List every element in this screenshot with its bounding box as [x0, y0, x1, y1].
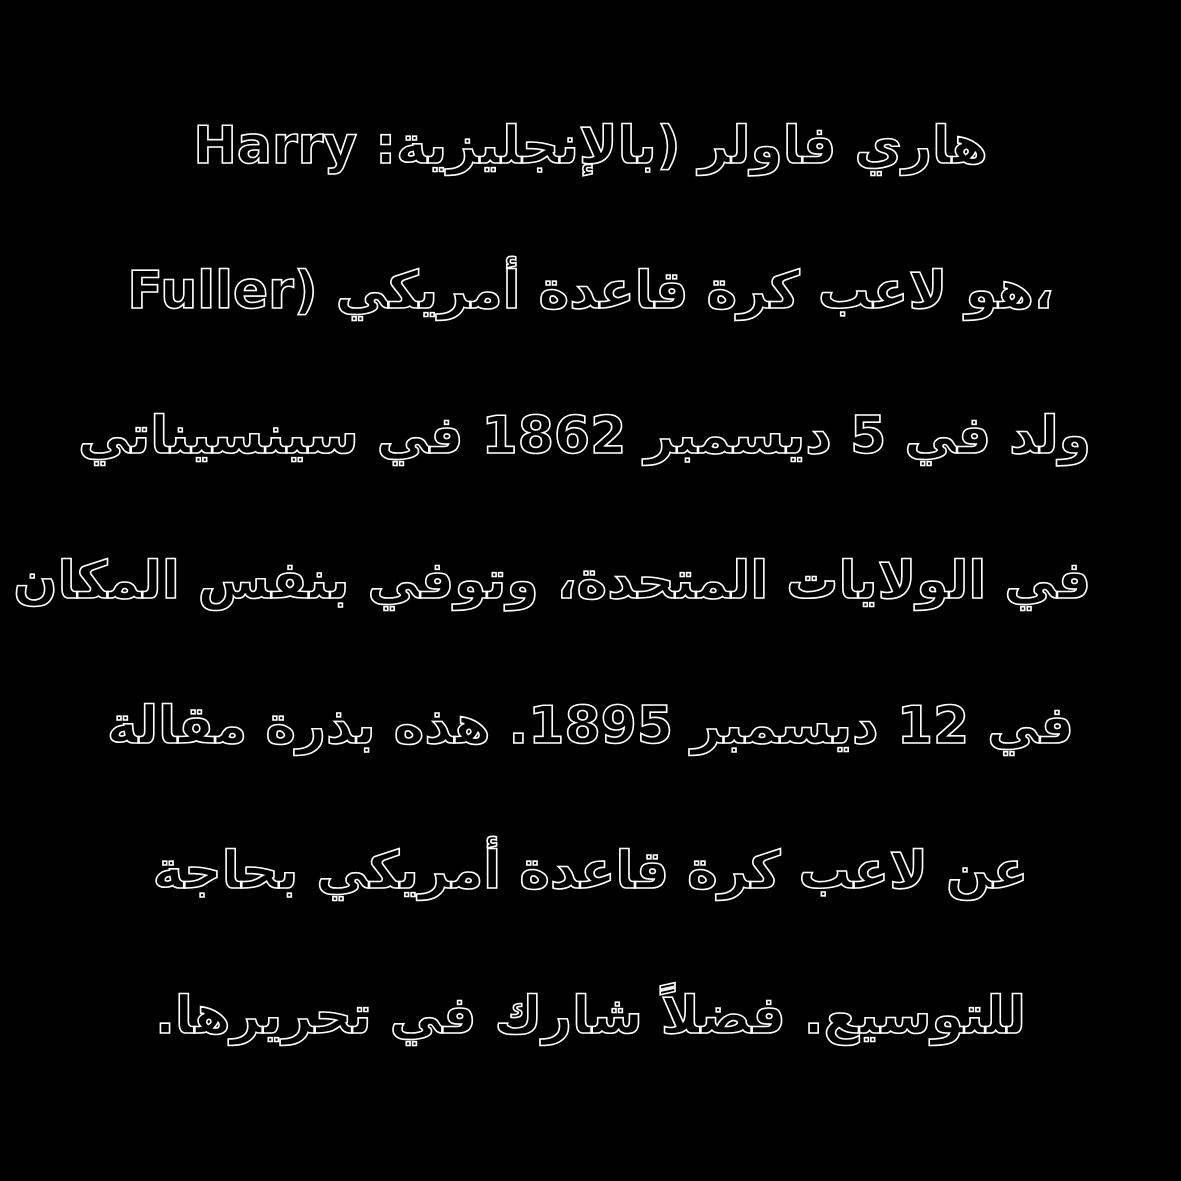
article-text — [13, 110, 1091, 1125]
text-line-3: ولد في 5 ديسمبر 1862 في سينسيناتي — [78, 406, 1091, 466]
text-line-2: Fuller) هو لاعب كرة قاعدة أمريكي، — [127, 261, 1054, 321]
text-line-6: عن لاعب كرة قاعدة أمريكي بحاجة — [152, 841, 1029, 901]
text-line-5: في 12 ديسمبر 1895. هذه بذرة مقالة — [107, 696, 1074, 756]
text-line-7: للتوسيع. فضلاً شارك في تحريرها. — [155, 986, 1026, 1046]
text-line-1: هاري فاولر (بالإنجليزية: Harry — [193, 116, 988, 176]
text-line-4: في الولايات المتحدة، وتوفي بنفس المكان — [13, 551, 1091, 611]
